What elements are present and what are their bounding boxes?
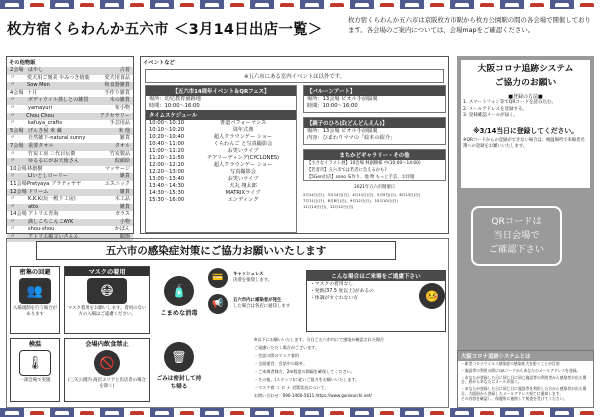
vendor-category: 古着 bbox=[119, 67, 130, 73]
band-tile bbox=[525, 408, 550, 417]
vendor-category: 愛犬用食品 bbox=[104, 74, 130, 81]
band-tile bbox=[450, 408, 475, 417]
schedule-row bbox=[146, 176, 296, 183]
schedule-time: 10:10～10:20 bbox=[149, 127, 185, 133]
vendor-venue: 11会場 bbox=[10, 180, 27, 187]
card-sanitize bbox=[154, 266, 204, 334]
vendor-venue: 〃 bbox=[10, 173, 16, 180]
covid-banner: 五六市の感染症対策にご協力お願いいたします bbox=[36, 241, 396, 260]
schedule-time: 12:20～13:00 bbox=[149, 169, 185, 175]
schedule-event: 写真撮影会 bbox=[230, 169, 256, 175]
qr-alt-note: ※QRコードからの登録ができない場合は、検温場所で来場者名簿への登録をお願いいたします。 bbox=[463, 137, 585, 149]
card-cashless bbox=[208, 268, 302, 334]
schedule-row bbox=[146, 141, 296, 148]
band-tile bbox=[225, 0, 250, 9]
osaka-subtitle: ご協力のお願い bbox=[494, 78, 557, 88]
schedule-row bbox=[146, 120, 296, 127]
vendor-venue: 12会場 bbox=[10, 188, 27, 195]
band-tile bbox=[375, 408, 400, 417]
schedule-row bbox=[146, 134, 296, 141]
schedule-time: 10:20～10:40 bbox=[149, 134, 185, 140]
card-text: 決済を推奨します。 bbox=[233, 278, 273, 283]
vendor-venue: 〃 bbox=[10, 196, 16, 203]
vendor-shop-name: 林創樹 bbox=[27, 165, 43, 172]
refrain-line: ・マスクの着用なし bbox=[310, 282, 354, 287]
register-note: ※3/14当日に登録してください。 bbox=[473, 126, 578, 135]
band-tile bbox=[200, 0, 225, 9]
page-title: 枚方宿くらわんか五六市 ＜3月14日出店一覧＞ bbox=[7, 22, 323, 38]
schedule-event: 周年式典 bbox=[232, 127, 254, 133]
card-label: ごみは密封して持ち帰る bbox=[156, 376, 202, 390]
vendor-shop-name: ドリーム bbox=[28, 188, 49, 195]
town-title: まちかどギャラリー・その他 bbox=[304, 150, 445, 160]
no-food-icon: 🚫 bbox=[94, 350, 120, 376]
vendor-row bbox=[7, 196, 133, 204]
refrain-line: ・体調がすぐれない方 bbox=[310, 296, 358, 301]
about-lines bbox=[458, 361, 593, 409]
vendor-venue: 4会場 bbox=[10, 89, 24, 96]
band-tile bbox=[300, 0, 325, 9]
band-tile bbox=[575, 0, 600, 9]
schedule-row bbox=[146, 169, 296, 176]
vendor-shop-name: Pretyaya プラティヤヤ bbox=[27, 180, 82, 187]
covid-note-line: ・全面運営、会話中の除外。 bbox=[254, 361, 308, 366]
vendor-category: 手作り雑貨 bbox=[104, 89, 130, 96]
vendor-venue: 7会場 bbox=[10, 142, 24, 149]
card-text: マスク着用をお願いします。着用のない方の入場はご遠慮ください。 bbox=[67, 306, 147, 317]
vendor-venue: 〃 bbox=[10, 97, 16, 104]
band-tile bbox=[125, 408, 150, 417]
thermometer-icon: 🌡 bbox=[19, 350, 51, 376]
band-tile bbox=[0, 0, 25, 9]
vendor-shop-name: K.K.K(玩一殿下工房) bbox=[28, 196, 76, 203]
vendor-row bbox=[7, 181, 133, 189]
town-line: 【小さなイラスト展】10会場 林創樹様 中(10:00～14:00) bbox=[307, 161, 421, 166]
vendor-venue: 2会場 bbox=[10, 67, 24, 73]
calendar-line: 2月14日(日)、3月14日(日)、4月11日(日)、5月9日(日)、6月13日(日) bbox=[303, 193, 421, 197]
vendor-category: 和食器雑貨 bbox=[104, 82, 130, 89]
vendor-row bbox=[7, 211, 133, 219]
about-line: ・新型コロナウイルス感染症の感染拡大を防ぐことが目的 bbox=[461, 361, 560, 366]
covid-note-line: ・マスク着 コ ロ ナ 対策状況について、 bbox=[254, 385, 329, 390]
vendor-row bbox=[7, 120, 133, 128]
schedule-row bbox=[146, 127, 296, 134]
stage-block bbox=[145, 85, 297, 233]
schedule-row bbox=[146, 162, 296, 169]
band-tile bbox=[325, 0, 350, 9]
band-tile bbox=[475, 408, 500, 417]
vendor-shop-name: 竹炭工房 三代目伝衛 bbox=[27, 150, 76, 157]
refrain-title: こんな場合はご来場をご遠慮下さい bbox=[307, 271, 445, 281]
band-tile bbox=[375, 0, 400, 9]
sick-person-icon: 🤒 bbox=[419, 283, 445, 309]
intro-text: 枚方宿くらわんか五六市は京阪枚方市駅から枚方公園駅の間の各会場で開催しております。各会場のご案内については、会場mapをご確認ください。 bbox=[348, 16, 591, 34]
schedule-time: 14:30～15:30 bbox=[149, 190, 185, 196]
band-tile bbox=[25, 408, 50, 417]
bottom-pattern-band bbox=[0, 408, 600, 417]
band-tile bbox=[150, 408, 175, 417]
family-title: 【親子のひろば(どんどんえん)】 bbox=[304, 118, 445, 128]
band-tile bbox=[275, 408, 300, 417]
vendor-rows bbox=[7, 67, 133, 242]
vendor-row bbox=[7, 82, 133, 90]
balloon-time: 時間：10:00～16:00 bbox=[307, 103, 358, 109]
town-gallery-block bbox=[303, 149, 446, 181]
family-detail: 内容：ひまわりママの「絵本の紹介」 bbox=[307, 135, 396, 141]
vendor-shop-name: ゆるるにがお天使さん bbox=[28, 158, 79, 165]
band-tile bbox=[325, 408, 350, 417]
band-tile bbox=[275, 0, 300, 9]
vendor-category: 米 他 bbox=[118, 127, 130, 134]
about-title: 大阪コロナ追跡システムとは bbox=[458, 351, 593, 361]
vendor-venue: 〃 bbox=[10, 226, 16, 233]
vendor-venue: 10会場 bbox=[10, 165, 27, 172]
band-tile bbox=[500, 408, 525, 417]
band-tile bbox=[350, 0, 375, 9]
vendor-category: タオル bbox=[114, 142, 130, 149]
vendor-row bbox=[7, 67, 133, 75]
vendor-list-panel bbox=[6, 56, 134, 241]
schedule-time: 15:30～16:00 bbox=[149, 197, 185, 203]
schedule-time: 13:40～14:30 bbox=[149, 183, 185, 189]
balloon-block bbox=[303, 85, 446, 113]
vendor-shop-name: アトリエ青海 bbox=[28, 211, 59, 218]
vendor-category: 小物 bbox=[119, 218, 130, 225]
covid-note-line: ・会話の際のマスク着用 bbox=[254, 353, 300, 358]
vendor-row bbox=[7, 105, 133, 113]
calendar-block bbox=[303, 184, 446, 232]
schedule-event: 書道パフォーマンス bbox=[219, 120, 267, 126]
card-text: (三矢公園内 商店エリアと出店者の場合を除く) bbox=[68, 378, 146, 389]
town-line: 【若者市】五六市では若者に会えるかも? bbox=[307, 168, 387, 173]
covid-notes bbox=[254, 336, 446, 400]
vendor-shop-name: ボディウイル蒸しとの雑貨 bbox=[27, 97, 89, 104]
sanitizer-icon: 🧴 bbox=[164, 276, 194, 306]
osaka-info-card bbox=[461, 60, 590, 188]
events-notice: ※五六市にある室内イベントは以外です。 bbox=[145, 69, 444, 83]
card-label: 五六市内に感染者が発生 bbox=[233, 298, 282, 303]
card-label: キャッシュレス bbox=[233, 272, 264, 277]
schedule-event: 超人クラウンゲー ショー bbox=[213, 134, 273, 140]
card-label: 会場内飲食禁止 bbox=[85, 341, 129, 348]
band-tile bbox=[0, 408, 25, 417]
step-line: 2. メールアドレスを登録する。 bbox=[463, 106, 527, 112]
vendor-row bbox=[7, 143, 133, 151]
about-line: ・あなたが登録した日に同じ日に施設等を利用した方から感染者が出た場合、大阪府から登録したメールアドレス宛てに通知します。 bbox=[461, 386, 587, 396]
stage-time: 時間：10:00～16:00 bbox=[149, 103, 200, 109]
vendor-category: 雑貨 bbox=[119, 135, 130, 142]
band-tile bbox=[400, 0, 425, 9]
schedule-row bbox=[146, 183, 296, 190]
band-tile bbox=[400, 408, 425, 417]
card-avoid-crowd bbox=[10, 266, 60, 334]
about-line: ・あなたが登録した日に同じ日に同じ施設等の利用者から感染者が出た場合、府からあなたにメールが届く。 bbox=[461, 374, 587, 385]
band-tile bbox=[350, 408, 375, 417]
covid-note-line: ・ご来場者様方、2m程度の間隔を確保してください。 bbox=[254, 369, 355, 374]
qr-line: 当日会場で bbox=[493, 230, 540, 241]
band-tile bbox=[250, 408, 275, 417]
about-line: その内容を確認し、保健所に連絡して検査を受けてください。 bbox=[461, 395, 568, 401]
card-label: 密集の回避 bbox=[19, 269, 51, 276]
vendor-row bbox=[7, 158, 133, 166]
schedule-time: 10:00～10:10 bbox=[149, 120, 185, 126]
schedule-row bbox=[146, 148, 296, 155]
covid-note-line: ※以下にお願いいたします。当日ご五六市内にて感染が確認された場合 bbox=[254, 337, 385, 342]
vendor-row bbox=[7, 173, 133, 181]
band-tile bbox=[550, 0, 575, 9]
vendor-category: かばん bbox=[114, 226, 130, 233]
step-line: 1. スマートフォン等でQRコードを読み込む。 bbox=[463, 100, 556, 105]
vendor-shop-name: LIいとしローリー bbox=[28, 173, 68, 180]
band-tile bbox=[300, 408, 325, 417]
card-text: した場合は各店に通知します bbox=[233, 304, 291, 309]
vendor-row bbox=[7, 135, 133, 143]
schedule-row bbox=[146, 155, 296, 162]
schedule-event: エンディング bbox=[227, 197, 259, 203]
schedule-event: お笑いライブ bbox=[227, 176, 259, 182]
balloon-place: 場所：13会場 ピオル手前脇裏 bbox=[307, 96, 378, 102]
vendor-category: エスニック bbox=[104, 180, 130, 187]
osaka-system-panel bbox=[457, 56, 594, 350]
vendor-venue: 〃 bbox=[10, 218, 16, 225]
crowd-icon: 👥 bbox=[19, 278, 51, 304]
card-mask bbox=[64, 266, 150, 334]
stage-place: 場所：幼児教育園跡地 bbox=[149, 96, 201, 102]
band-tile bbox=[575, 408, 600, 417]
vendor-shop-name: アトリエ綿文いさんん bbox=[28, 234, 79, 241]
vendor-category: 手芸用品 bbox=[109, 120, 130, 127]
vendor-shop-name: Sow Men bbox=[27, 82, 50, 89]
vendor-row bbox=[7, 97, 133, 105]
card-payment-icon: 💳 bbox=[208, 268, 228, 288]
vendor-category: マッサージ bbox=[104, 165, 130, 172]
band-tile bbox=[75, 408, 100, 417]
schedule-time: 11:20～11:50 bbox=[149, 155, 185, 161]
vendor-venue: 〃 bbox=[10, 135, 16, 142]
vendor-shop-name: はやし bbox=[28, 67, 44, 73]
vendor-category: 似顔絵 bbox=[114, 158, 130, 165]
schedule-rows bbox=[146, 120, 296, 204]
vendor-category: 陶器 bbox=[119, 234, 130, 241]
band-tile bbox=[175, 408, 200, 417]
vendor-shop-name: shou-shou bbox=[28, 226, 55, 233]
band-tile bbox=[475, 0, 500, 9]
band-tile bbox=[100, 0, 125, 9]
qr-line: QRコードは bbox=[491, 216, 542, 227]
band-tile bbox=[50, 408, 75, 417]
vendor-shop-name: 自然雑下-natural sunny bbox=[28, 135, 86, 142]
band-tile bbox=[425, 408, 450, 417]
band-tile bbox=[250, 0, 275, 9]
vendor-venue: 〃 bbox=[10, 203, 16, 210]
band-tile bbox=[425, 0, 450, 9]
vendor-category: 布小物 bbox=[114, 104, 130, 111]
mask-icon: 😷 bbox=[87, 278, 127, 304]
band-tile bbox=[500, 0, 525, 9]
card-temperature bbox=[10, 338, 60, 402]
events-panel bbox=[140, 56, 449, 234]
refrain-box bbox=[306, 270, 446, 332]
vendor-shop-name: 愛犬用ご褒美 やみつき焼鹿 bbox=[27, 74, 90, 81]
band-tile bbox=[100, 408, 125, 417]
schedule-event: 犬丸 翔太郎 bbox=[229, 183, 257, 189]
vendor-shop-name: atto bbox=[28, 203, 39, 210]
vendor-venue: 〃 bbox=[10, 82, 16, 89]
vendor-category: 竹炭製品 bbox=[109, 150, 130, 157]
band-tile bbox=[125, 0, 150, 9]
card-text: 一部会場で実施 bbox=[19, 378, 51, 383]
calendar-line: 7月11日(日)、8月8日(日)、9月12日(日)、10月10日(日) bbox=[303, 199, 398, 203]
vendor-shop-name: kafuya_crafts bbox=[27, 120, 62, 127]
family-block bbox=[303, 117, 446, 145]
vendor-category: 木工品 bbox=[114, 196, 130, 203]
megaphone-icon: 📢 bbox=[208, 294, 228, 314]
schedule-event: チアリーディング(CYCLONES) bbox=[206, 155, 280, 161]
card-text: 入場規制を行う場合があります bbox=[13, 306, 57, 317]
vendor-row bbox=[7, 151, 133, 159]
card-label: 検温 bbox=[28, 341, 42, 348]
schedule-event: 超人クラウンゲー ショー bbox=[213, 162, 273, 168]
vendor-venue: 〃 bbox=[10, 158, 16, 165]
schedule-event: くらわんご と写真撮影会 bbox=[213, 141, 273, 147]
vendor-category: 木の雑貨 bbox=[109, 97, 130, 104]
vendor-heading: その他物販 bbox=[9, 60, 36, 66]
band-tile bbox=[525, 0, 550, 9]
band-tile bbox=[150, 0, 175, 9]
town-line: 【5Gen出店】sono 布作り、他 物 もっと手芸、お洋服 bbox=[307, 175, 415, 180]
vendor-shop-name: yamayuri bbox=[28, 104, 52, 111]
schedule-time: 10:40～11:00 bbox=[149, 141, 185, 147]
schedule-event: お笑いライブ bbox=[227, 148, 259, 154]
band-tile bbox=[550, 408, 575, 417]
vendor-venue: 14会場 bbox=[10, 211, 27, 218]
card-label: マスクの着用 bbox=[65, 267, 149, 276]
schedule-time: 13:00～13:40 bbox=[149, 176, 185, 182]
vendor-venue: 〃 bbox=[10, 234, 16, 241]
calendar-heading: 2021年五六市開催日 bbox=[353, 185, 395, 190]
band-tile bbox=[175, 0, 200, 9]
vendor-category: ガラス bbox=[114, 211, 130, 218]
vendor-category: 雑貨 bbox=[119, 188, 130, 195]
calendar-line: 11月14日(日)、12月12日(日) bbox=[303, 205, 354, 209]
schedule-row bbox=[146, 197, 296, 204]
covid-note-line: ご遠慮いただく場合がございます。 bbox=[254, 345, 320, 350]
band-tile bbox=[25, 0, 50, 9]
vendor-category: アクセサリー bbox=[99, 112, 130, 119]
vendor-venue: 〃 bbox=[10, 104, 16, 111]
vendor-shop-name: 重要タオル bbox=[28, 142, 54, 149]
vendor-venue: 〃 bbox=[10, 112, 16, 119]
vendor-venue: 〃 bbox=[10, 74, 16, 81]
vendor-shop-name: 満しこちこんこAYK bbox=[28, 218, 74, 225]
band-tile bbox=[200, 408, 225, 417]
stage-title: 【五六市14周年イベント＆QRフェス】 bbox=[146, 86, 296, 96]
balloon-title: 【バルーンアート】 bbox=[304, 86, 445, 96]
qr-line: ご確認下さい bbox=[488, 244, 545, 255]
top-pattern-band bbox=[0, 0, 600, 9]
vendor-row bbox=[7, 226, 133, 234]
vendor-shop-name: Chou Chou bbox=[26, 112, 55, 119]
events-heading: イベントなど bbox=[143, 60, 175, 66]
covid-note-line: ・その他、(スタッフ)に従いご協力をお願いいたします。 bbox=[254, 377, 360, 382]
schedule-time: 11:00～11:20 bbox=[149, 148, 185, 154]
vendor-shop-name: 十月 bbox=[27, 89, 38, 96]
vendor-venue: 5会場 bbox=[10, 127, 24, 134]
qr-placeholder bbox=[471, 206, 562, 266]
card-trash bbox=[154, 338, 204, 402]
osaka-title: 大阪コロナ追跡システム bbox=[477, 64, 574, 74]
about-system-panel bbox=[457, 350, 594, 408]
steps-heading: ■登録の方法■ bbox=[508, 94, 543, 100]
vendor-row bbox=[7, 189, 133, 197]
refrain-line: ・発熱(37.5 度以上)があるの bbox=[310, 289, 374, 294]
step-line: 3. 登録確認メールが届く。 bbox=[463, 113, 519, 118]
vendor-venue: 〃 bbox=[10, 150, 16, 157]
family-place: 場所：13会場 ピオル手前脇裏 bbox=[307, 128, 378, 134]
schedule-time: 12:00～12:20 bbox=[149, 162, 185, 168]
band-tile bbox=[450, 0, 475, 9]
vendor-category: 雑貨 bbox=[119, 203, 130, 210]
about-line: ・施設等の利用の際にQRコードからあなたのメールアドレスを登録。 bbox=[461, 367, 581, 373]
trash-bag-icon: 🗑 bbox=[164, 342, 194, 372]
card-label: こまめな消毒 bbox=[160, 310, 198, 317]
band-tile bbox=[225, 408, 250, 417]
band-tile bbox=[75, 0, 100, 9]
timetable-heading: タイムスケジュール bbox=[146, 110, 296, 120]
card-no-eating bbox=[64, 338, 150, 402]
schedule-event: MATRIXライブ bbox=[225, 190, 261, 196]
vendor-category: 雑貨 bbox=[119, 173, 130, 180]
vendor-venue: 〃 bbox=[10, 120, 16, 127]
schedule-row bbox=[146, 190, 296, 197]
vendor-shop-name: げんき屋 米 蔵 bbox=[28, 127, 62, 134]
band-tile bbox=[50, 0, 75, 9]
vendor-row bbox=[7, 166, 133, 174]
covid-note-line: お問い合わせ：090-1460-5611 https://www.gorokuichi.net/ bbox=[254, 393, 372, 398]
